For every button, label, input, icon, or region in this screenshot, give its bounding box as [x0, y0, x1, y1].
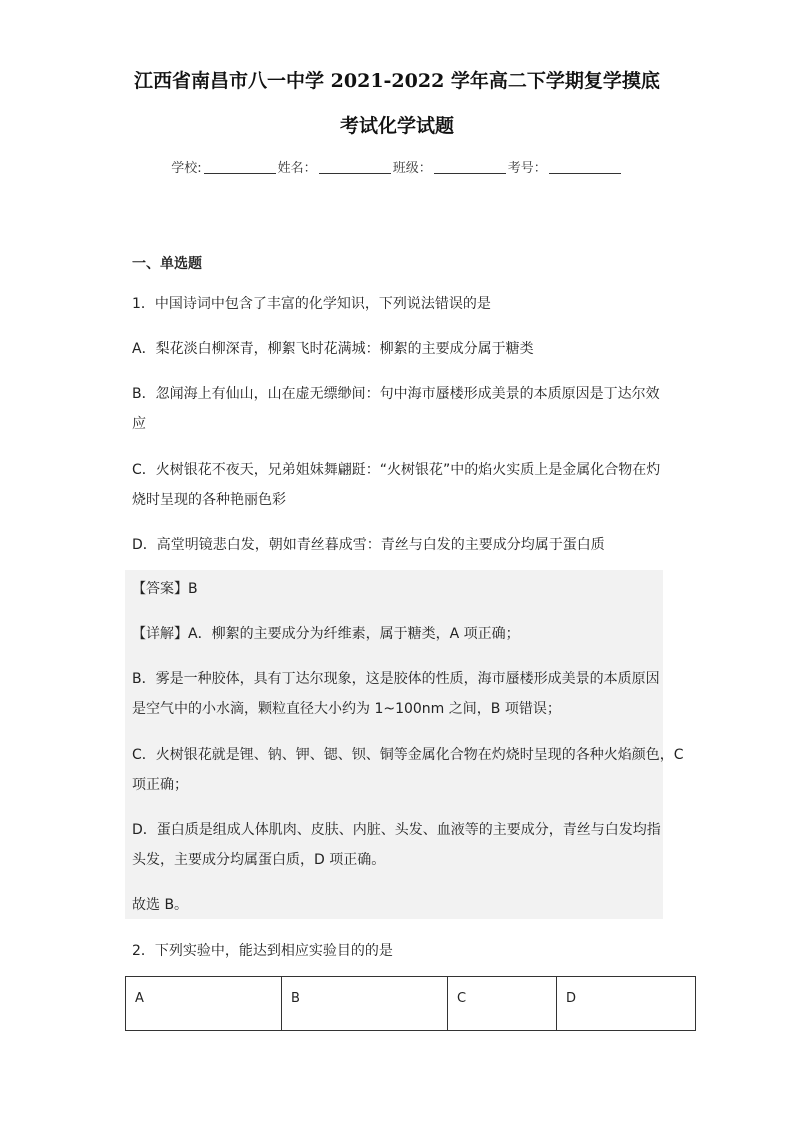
document-title-line1: 江西省南昌市八一中学 2021-2022 学年高二下学期复学摸底 — [134, 70, 660, 92]
question-1-option-c-line2: 烧时呈现的各种艳丽色彩 — [132, 492, 286, 508]
exam-number-label: 考号： — [507, 161, 547, 176]
question-1-option-a: A．梨花淡白柳深青，柳絮飞时花满城：柳絮的主要成分属于糖类 — [132, 341, 534, 357]
student-info-row — [0, 157, 794, 176]
table-cell-d: D — [557, 977, 696, 1031]
question-1-option-b-line1: B．忽闻海上有仙山，山在虚无缥缈间：句中海市蜃楼形成美景的本质原因是丁达尔效 — [132, 386, 660, 402]
table-row — [126, 977, 696, 1031]
detail-d-line1: D．蛋白质是组成人体肌肉、皮肤、内脏、头发、血液等的主要成分，青丝与白发均指 — [132, 822, 661, 838]
answer-line: 【答案】B — [132, 581, 198, 597]
document-title-line2: 考试化学试题 — [339, 115, 454, 137]
question-1-stem: 1．中国诗词中包含了丰富的化学知识，下列说法错误的是 — [132, 296, 491, 312]
name-label: 姓名： — [277, 161, 317, 176]
section-heading: 一、单选题 — [132, 256, 202, 272]
answer-explanation-block — [125, 570, 684, 919]
detail-a: 【详解】A．柳絮的主要成分为纤维素，属于糖类，A 项正确； — [132, 626, 520, 642]
school-label: 学校: — [171, 161, 202, 176]
class-label: 班级： — [392, 161, 432, 176]
school-blank[interactable] — [204, 161, 276, 174]
detail-b-line2: 是空气中的小水滴，颗粒直径大小约为 1~100nm 之间，B 项错误； — [132, 701, 561, 717]
detail-d-line2: 头发，主要成分均属蛋白质，D 项正确。 — [132, 852, 386, 868]
question-1-option-d: D．高堂明镜悲白发，朝如青丝暮成雪：青丝与白发的主要成分均属于蛋白质 — [132, 537, 605, 553]
question-1-option-c-line1: C．火树银花不夜天，兄弟姐妹舞翩跹：“火树银花”中的焰火实质上是金属化合物在灼 — [132, 462, 661, 478]
question-2-stem: 2．下列实验中，能达到相应实验目的的是 — [132, 943, 393, 959]
class-blank[interactable] — [434, 161, 506, 174]
table-cell-c: C — [448, 977, 557, 1031]
detail-b-line1: B．雾是一种胶体，具有丁达尔现象，这是胶体的性质，海市蜃楼形成美景的本质原因 — [132, 671, 660, 687]
question-1-option-b-line2: 应 — [132, 416, 146, 432]
detail-c-line2: 项正确； — [132, 777, 188, 793]
table-cell-a: A — [126, 977, 282, 1031]
question-2-options-table — [125, 976, 696, 1031]
name-blank[interactable] — [319, 161, 391, 174]
table-cell-b: B — [282, 977, 448, 1031]
detail-c-line1: C．火树银花就是锂、钠、钾、锶、钡、铜等金属化合物在灼烧时呈现的各种火焰颜色，C — [132, 747, 684, 763]
conclusion-line: 故选 B。 — [132, 897, 189, 913]
exam-number-blank[interactable] — [549, 161, 621, 174]
